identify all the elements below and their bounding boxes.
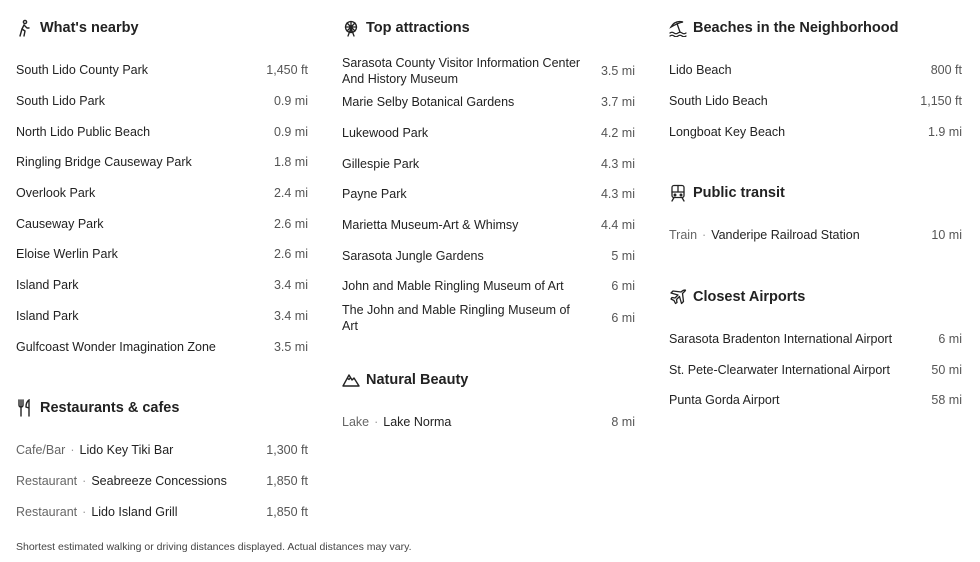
column-left	[16, 16, 308, 561]
walking-person-icon	[16, 19, 34, 37]
list-item	[669, 55, 962, 86]
place-distance: 5 mi	[611, 248, 635, 263]
list-item	[342, 148, 635, 179]
fork-knife-icon	[16, 399, 34, 417]
place-distance: 3.4 mi	[273, 308, 308, 323]
beach-umbrella-icon	[669, 19, 687, 37]
separator-dot: ·	[82, 504, 87, 519]
place-name: Lake Norma	[383, 415, 452, 430]
place-name: Ringling Bridge Causeway Park	[16, 155, 192, 170]
section-restaurants	[16, 396, 308, 527]
section-natural-beauty	[342, 368, 635, 438]
separator-dot: ·	[702, 228, 707, 243]
place-name: Lukewood Park	[342, 126, 429, 141]
section-public-transit	[669, 181, 962, 251]
place-name: St. Pete-Clearwater International Airport	[669, 362, 890, 377]
place-name: Lido Key Tiki Bar	[79, 443, 174, 458]
list-item	[16, 466, 308, 497]
place-distance: 1,300 ft	[266, 443, 308, 458]
list-item	[669, 354, 962, 385]
list-item	[342, 87, 635, 118]
section-title: Natural Beauty	[366, 371, 469, 388]
place-distance: 1,850 ft	[266, 473, 308, 488]
section-header	[669, 16, 962, 40]
list-item	[16, 496, 308, 527]
section-header	[342, 16, 635, 40]
section-header	[16, 16, 308, 40]
section-title: Restaurants & cafes	[40, 399, 180, 416]
list-item	[16, 178, 308, 209]
place-distance: 1.9 mi	[927, 124, 962, 139]
section-title: Beaches in the Neighborhood	[693, 20, 899, 36]
place-name: Marie Selby Botanical Gardens	[342, 95, 515, 110]
section-title: Public transit	[693, 185, 785, 202]
section-closest-airports	[669, 285, 962, 416]
place-distance: 1,150 ft	[920, 94, 962, 109]
place-distance: 58 mi	[931, 393, 962, 408]
list-item	[669, 220, 962, 251]
list-item	[16, 435, 308, 466]
list-item	[669, 385, 962, 416]
place-distance: 6 mi	[611, 279, 635, 294]
place-distance: 1,450 ft	[266, 63, 308, 78]
place-distance: 2.4 mi	[273, 186, 308, 201]
place-name: Sarasota Bradenton International Airport	[669, 332, 893, 347]
airplane-icon	[669, 288, 687, 306]
place-distance: 3.5 mi	[273, 339, 308, 354]
list-item	[342, 210, 635, 241]
place-name: Gulfcoast Wonder Imagination Zone	[16, 339, 216, 354]
place-name: Overlook Park	[16, 186, 96, 201]
place-name: Eloise Werlin Park	[16, 247, 118, 262]
section-title: What's nearby	[40, 20, 139, 36]
section-title: Closest Airports	[693, 288, 806, 305]
list-item	[16, 301, 308, 332]
list-item	[16, 331, 308, 362]
place-distance: 0.9 mi	[273, 94, 308, 109]
section-whats-nearby	[16, 16, 308, 362]
place-name: North Lido Public Beach	[16, 124, 151, 139]
place-distance: 800 ft	[930, 63, 962, 78]
footer-disclaimer: Shortest estimated walking or driving distances displayed. Actual distances may vary.	[16, 541, 412, 553]
place-distance: 3.5 mi	[600, 64, 635, 78]
place-name: Sarasota Jungle Gardens	[342, 248, 484, 263]
place-distance: 4.2 mi	[600, 126, 635, 141]
place-distance: 0.9 mi	[273, 124, 308, 139]
place-distance: 10 mi	[931, 228, 962, 243]
list-item	[669, 116, 962, 147]
list-item	[342, 240, 635, 271]
place-name: Seabreeze Concessions	[91, 473, 227, 488]
place-distance: 1,850 ft	[266, 504, 308, 519]
place-category: Cafe/Bar	[16, 443, 66, 458]
section-header	[342, 368, 635, 392]
place-distance: 8 mi	[611, 415, 635, 430]
separator-dot: ·	[374, 415, 379, 430]
place-distance: 4.3 mi	[600, 156, 635, 171]
place-category: Restaurant	[16, 473, 78, 488]
place-name: Island Park	[16, 278, 79, 293]
place-name: South Lido County Park	[16, 63, 149, 78]
place-name: Vanderipe Railroad Station	[711, 228, 860, 243]
place-distance: 4.3 mi	[600, 187, 635, 202]
place-name: South Lido Beach	[669, 94, 768, 109]
list-item	[342, 179, 635, 210]
mountain-icon	[342, 371, 360, 389]
list-item	[669, 86, 962, 117]
section-header	[16, 396, 308, 420]
list-item	[669, 324, 962, 355]
place-category: Train	[669, 228, 698, 243]
column-right	[669, 16, 962, 450]
place-distance: 2.6 mi	[273, 247, 308, 262]
place-distance: 50 mi	[931, 362, 962, 377]
place-name: Payne Park	[342, 187, 407, 202]
section-title: Top attractions	[366, 20, 470, 36]
list-item	[16, 55, 308, 86]
section-beaches	[669, 16, 962, 147]
place-category: Lake	[342, 415, 370, 430]
list-item	[342, 407, 635, 438]
train-icon	[669, 184, 687, 202]
place-distance: 6 mi	[938, 332, 962, 347]
ferris-wheel-icon	[342, 19, 360, 37]
place-distance: 1.8 mi	[273, 155, 308, 170]
section-header	[669, 285, 962, 309]
place-distance: 2.6 mi	[273, 216, 308, 231]
list-item	[16, 86, 308, 117]
separator-dot: ·	[82, 473, 87, 488]
place-name: Punta Gorda Airport	[669, 393, 780, 408]
place-distance: 4.4 mi	[600, 218, 635, 233]
place-name: South Lido Park	[16, 94, 105, 109]
place-category: Restaurant	[16, 504, 78, 519]
place-name: Longboat Key Beach	[669, 124, 786, 139]
place-name: Marietta Museum-Art & Whimsy	[342, 218, 519, 233]
list-item	[16, 270, 308, 301]
place-name: Island Park	[16, 308, 79, 323]
list-item	[16, 239, 308, 270]
list-item	[342, 302, 635, 334]
place-name: John and Mable Ringling Museum of Art	[342, 279, 564, 294]
separator-dot: ·	[70, 443, 75, 458]
place-name: Lido Beach	[669, 63, 732, 78]
list-item	[16, 208, 308, 239]
list-item	[342, 118, 635, 149]
list-item	[16, 116, 308, 147]
place-name: Gillespie Park	[342, 156, 420, 171]
section-header	[669, 181, 962, 205]
place-distance: 6 mi	[611, 310, 635, 325]
column-middle	[342, 16, 635, 472]
place-name: The John and Mable Ringling Museum of Art	[342, 302, 570, 333]
section-top-attractions	[342, 16, 635, 334]
place-name: Lido Island Grill	[91, 504, 178, 519]
place-distance: 3.7 mi	[600, 95, 635, 110]
list-item	[342, 55, 635, 87]
list-item	[16, 147, 308, 178]
place-name: Causeway Park	[16, 216, 104, 231]
place-name: Sarasota County Visitor Information Center And History Museum	[342, 56, 581, 86]
place-distance: 3.4 mi	[273, 278, 308, 293]
list-item	[342, 271, 635, 302]
